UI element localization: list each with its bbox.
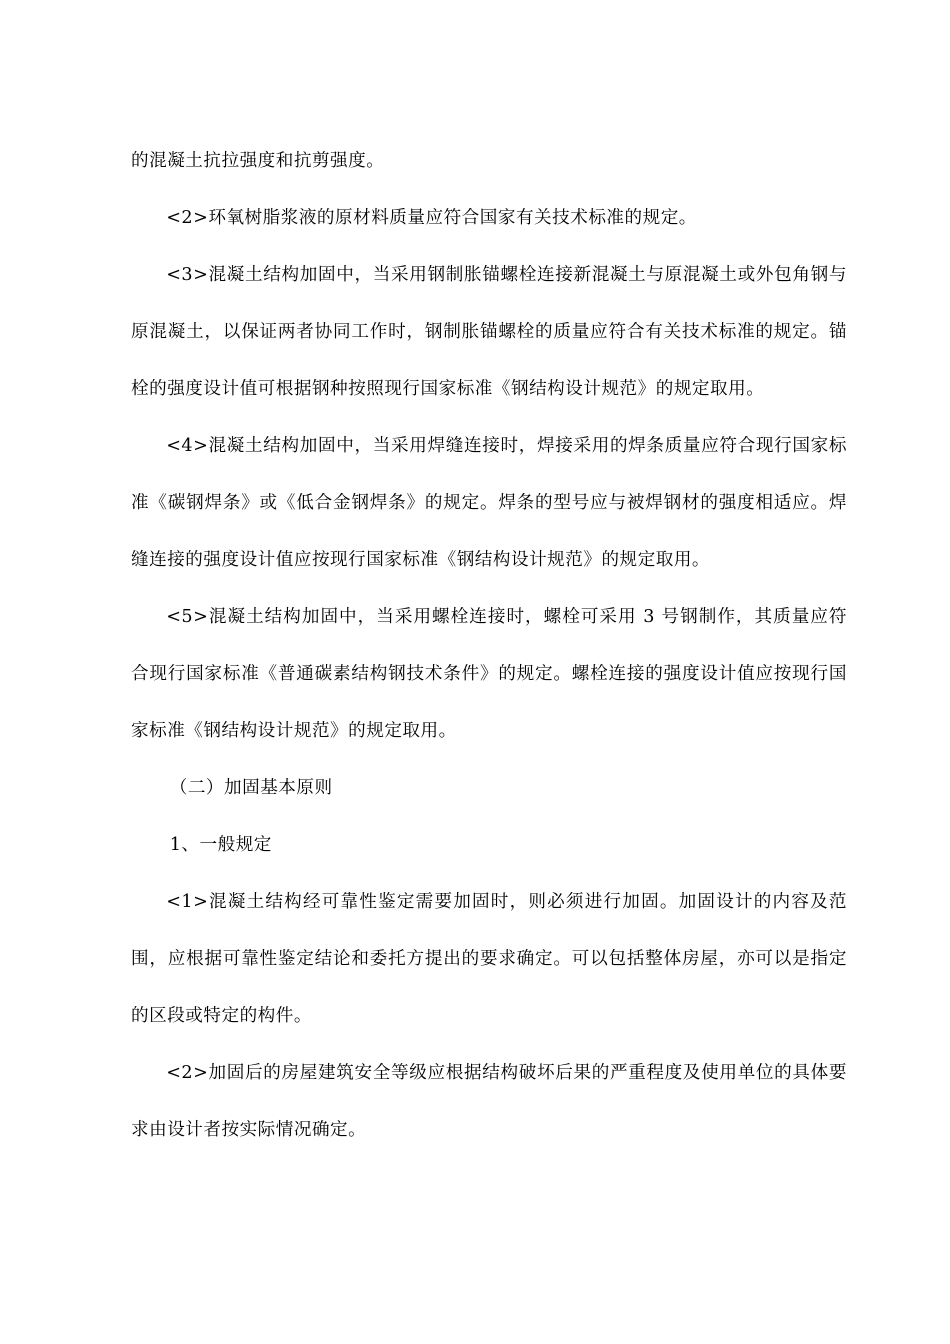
section-heading: （二）加固基本原则 [169, 778, 333, 798]
paragraph-item-2-resin: <2>环氧树脂浆液的原材料质量应符合国家有关技术标准的规定。 [166, 208, 697, 228]
paragraph-item-4-welding: <4>混凝土结构加固中，当采用焊缝连接时，焊接采用的焊条质量应符合现行国家标准《碳钢焊条》或《低合金钢焊条》的规定。焊条的型号应与被焊钢材的强度相适应。焊缝连接的强度设计值应按现行国家标准《钢结构设计规范》的规定取用。 [131, 436, 847, 570]
paragraph-item-3-anchor-bolts: <3>混凝土结构加固中，当采用钢制胀锚螺栓连接新混凝土与原混凝土或外包角钢与原混凝土，以保证两者协同工作时，钢制胀锚螺栓的质量应符合有关技术标准的规定。锚栓的强度设计值可根据钢种按照现行国家标准《钢结构设计规范》的规定取用。 [131, 265, 847, 399]
paragraph-rule-2: <2>加固后的房屋建筑安全等级应根据结构破坏后果的严重程度及使用单位的具体要求由设计者按实际情况确定。 [131, 1063, 847, 1140]
paragraph-rule-1: <1>混凝土结构经可靠性鉴定需要加固时，则必须进行加固。加固设计的内容及范围，应根据可靠性鉴定结论和委托方提出的要求确定。可以包括整体房屋，亦可以是指定的区段或特定的构件。 [131, 892, 847, 1026]
paragraph-continuation: 的混凝土抗拉强度和抗剪强度。 [131, 151, 385, 171]
subsection-heading: 1、一般规定 [169, 835, 272, 855]
paragraph-item-5-bolts: <5>混凝土结构加固中，当采用螺栓连接时，螺栓可采用 3 号钢制作，其质量应符合现行国家标准《普通碳素结构钢技术条件》的规定。螺栓连接的强度设计值应按现行国家标准《钢结构设计规范》的规定取用。 [131, 607, 847, 741]
document-body [131, 133, 847, 1159]
